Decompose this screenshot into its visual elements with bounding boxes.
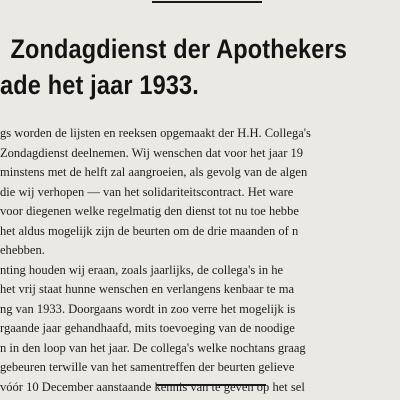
- body-line: voor diegenen welke regelmatig den dienst tot nu toe hebbe: [0, 204, 299, 218]
- body-line: rgaande jaar gehandhaafd, mits toevoeging van de noodige: [0, 321, 295, 335]
- body-line: vóór 10 December aanstaande kennis van te geven op het sel: [0, 379, 305, 394]
- body-line: Zondagdienst deelnemen. Wij wenschen dat voor het jaar 19: [0, 145, 304, 160]
- body-line: minstens met de helft zal aangroeien, als gevolg van de algen: [0, 165, 308, 179]
- top-rule: [152, 1, 262, 3]
- heading-line-1: [0, 34, 347, 65]
- bottom-rule: [156, 384, 266, 386]
- heading-line-2: [0, 70, 199, 101]
- body-line: gs worden de lijsten en reeksen opgemaakt der H.H. Collega's: [0, 126, 311, 140]
- heading-line-2-text: ade het jaar 1933.: [0, 70, 200, 100]
- body-line: ng van 1933. Doorgaans wordt in zoo verre het mogelijk is: [0, 301, 296, 316]
- body-line: die wij verhopen — van het solidariteitscontract. Het ware: [0, 184, 294, 199]
- body-line: nting houden wij eraan, zoals jaarlijks, de collega's in he: [0, 262, 284, 277]
- body-line: n in den loop van het jaar. De collega's welke nochtans graag: [0, 340, 306, 355]
- body-line: gebeuren terwille van het samentreffen der beurten gelieve: [0, 360, 295, 374]
- body-line: ehebben.: [0, 243, 45, 257]
- body-line: het vrij staat hunne wenschen en verlangens kenbaar te ma: [0, 282, 295, 296]
- article-body: [0, 124, 400, 397]
- heading-line-1-text: Zondagdienst der Apothekers: [10, 34, 348, 64]
- body-line: het aldus mogelijk zijn de beurten om de drie maanden of n: [0, 223, 299, 238]
